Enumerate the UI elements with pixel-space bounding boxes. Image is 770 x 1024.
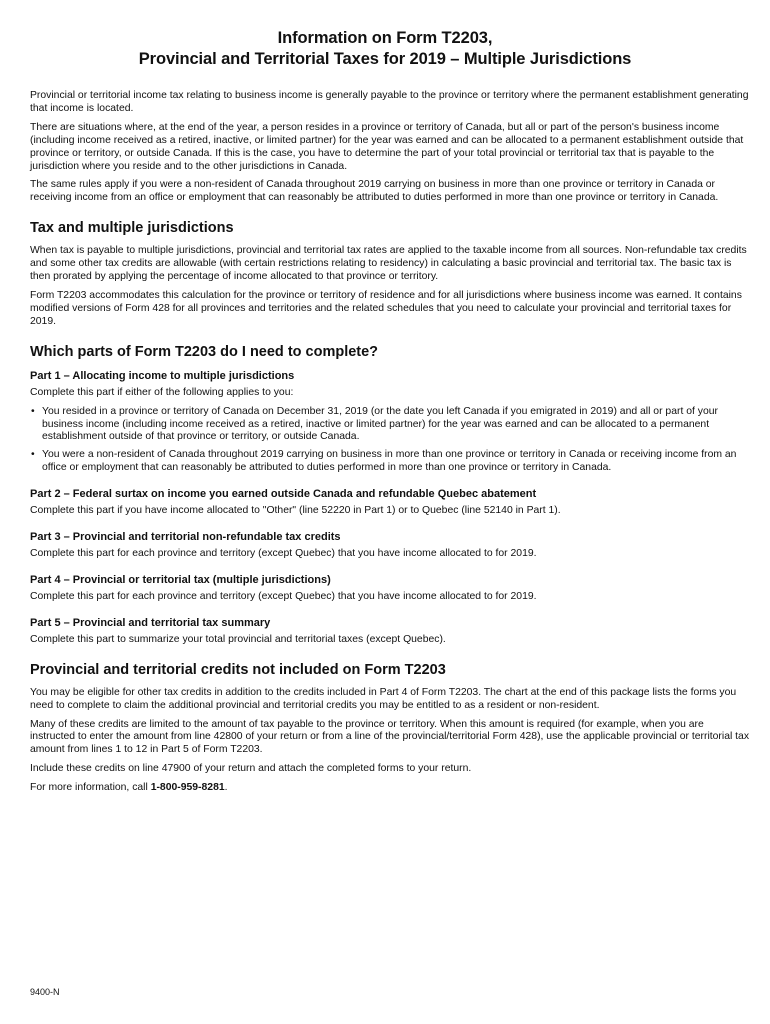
credits-paragraph-1: You may be eligible for other tax credits in addition to the credits included in Part 4 of Form T2203. The chart at the end of this package lists the forms you need to complete to claim the additional provincial and territorial credits you may be entitled to as a resident or non-resident. — [30, 686, 737, 711]
form-code: 9400-N — [30, 987, 60, 997]
part-5-heading: Part 5 – Provincial and territorial tax summary — [30, 616, 271, 629]
contact-suffix: . — [224, 782, 228, 794]
intro-paragraph-1: Provincial or territorial income tax relating to business income is generally payable to the province or territory where the permanent establishment generating that income is located. — [30, 90, 749, 114]
credits-paragraph-3: Include these credits on line 47900 of your return and attach the completed forms to your return. — [30, 763, 472, 775]
part-3-heading: Part 3 – Provincial and territorial non-refundable tax credits — [30, 531, 341, 544]
section-heading-which-parts: Which parts of Form T2203 do I need to complete? — [30, 343, 379, 360]
bullet-icon: • — [31, 449, 35, 461]
contact-prefix: For more information, call — [30, 782, 151, 794]
part-2-text: Complete this part if you have income allocated to "Other" (line 52220 in Part 1) or to Quebec (line 52140 in Part 1). — [30, 505, 561, 517]
section-heading-tax-multiple: Tax and multiple jurisdictions — [30, 220, 234, 237]
tax-multiple-paragraph-1: When tax is payable to multiple jurisdictions, provincial and territorial tax rates are applied to the taxable income from all sources. Non-refundable tax credits and some other tax credits are allowable (with certain restrictions relating to residency) in calculating a basic provincial and territorial tax. The basic tax is then prorated by applying the percentage of income allocated to that province or territory. — [30, 245, 747, 283]
document-title — [0, 28, 770, 70]
section-heading-credits: Provincial and territorial credits not included on Form T2203 — [30, 661, 446, 678]
phone-number: 1-800-959-8281 — [150, 782, 225, 794]
intro-paragraph-2: There are situations where, at the end of the year, a person resides in a province or territory of Canada, but all or part of the person's business income (including income received as a retired, inactive, or limited partner) for the year was earned and can be allocated to a permanent establishment outside that province or territory, or outside Canada. If this is the case, you have to determine the part of your total provincial or territorial tax that is payable to the jurisdiction where you reside and to the other jurisdictions in Canada. — [30, 121, 744, 172]
list-item-text: You were a non-resident of Canada throughout 2019 carrying on business in more than one province or territory in Canada or receiving income from an office or employment that can reasonably be attributed to duties performed in more than one province or territory in Canada. — [42, 449, 737, 474]
list-item-text: You resided in a province or territory of Canada on December 31, 2019 (or the date you left Canada if you emigrated in 2019) and all or part of your business income (including income received as a retired, inactive or limited partner) for the year was earned and can be allocated to a permanent establishment outside of that province or territory, or outside Canada. — [42, 405, 718, 443]
part-1-intro: Complete this part if either of the following applies to you: — [30, 386, 294, 398]
document-body — [30, 90, 750, 801]
part-2-heading: Part 2 – Federal surtax on income you earned outside Canada and refundable Quebec abatement — [30, 488, 537, 501]
tax-multiple-paragraph-2: Form T2203 accommodates this calculation for the province or territory of residence and for all jurisdictions where business income was earned. It contains modified versions of Form 428 for all provinces and territories and the related schedules that you need to calculate your provincial and territorial taxes for 2019. — [30, 289, 742, 327]
title-line-2: Provincial and Territorial Taxes for 2019 – Multiple Jurisdictions — [138, 50, 632, 68]
contact-paragraph — [30, 782, 750, 795]
list-item — [30, 406, 750, 445]
title-line-1: Information on Form T2203, — [277, 29, 493, 47]
part-3-text: Complete this part for each province and territory (except Quebec) that you have income allocated to for 2019. — [30, 548, 537, 560]
part-4-heading: Part 4 – Provincial or territorial tax (multiple jurisdictions) — [30, 573, 331, 586]
part-1-heading: Part 1 – Allocating income to multiple jurisdictions — [30, 369, 295, 382]
part-5-text: Complete this part to summarize your total provincial and territorial taxes (except Quebec). — [30, 633, 446, 645]
part-1-bullet-list — [30, 406, 750, 476]
part-4-text: Complete this part for each province and territory (except Quebec) that you have income allocated to for 2019. — [30, 590, 537, 602]
list-item — [30, 449, 750, 475]
intro-paragraph-3: The same rules apply if you were a non-resident of Canada throughout 2019 carrying on business in more than one province or territory in Canada or receiving income from an office or employment that can reasonably be attributed to duties performed in more than one province or territory in Canada. — [30, 179, 719, 204]
bullet-icon: • — [31, 405, 35, 417]
credits-paragraph-2: Many of these credits are limited to the amount of tax payable to the province or territory. When this amount is required (for example, when you are instructed to enter the amount from line 42800 of your return or from a line of the provincial/territorial Form 428), use the applicable provincial or territorial tax amount from lines 1 to 12 in Part 5 of Form T2203. — [30, 718, 750, 756]
